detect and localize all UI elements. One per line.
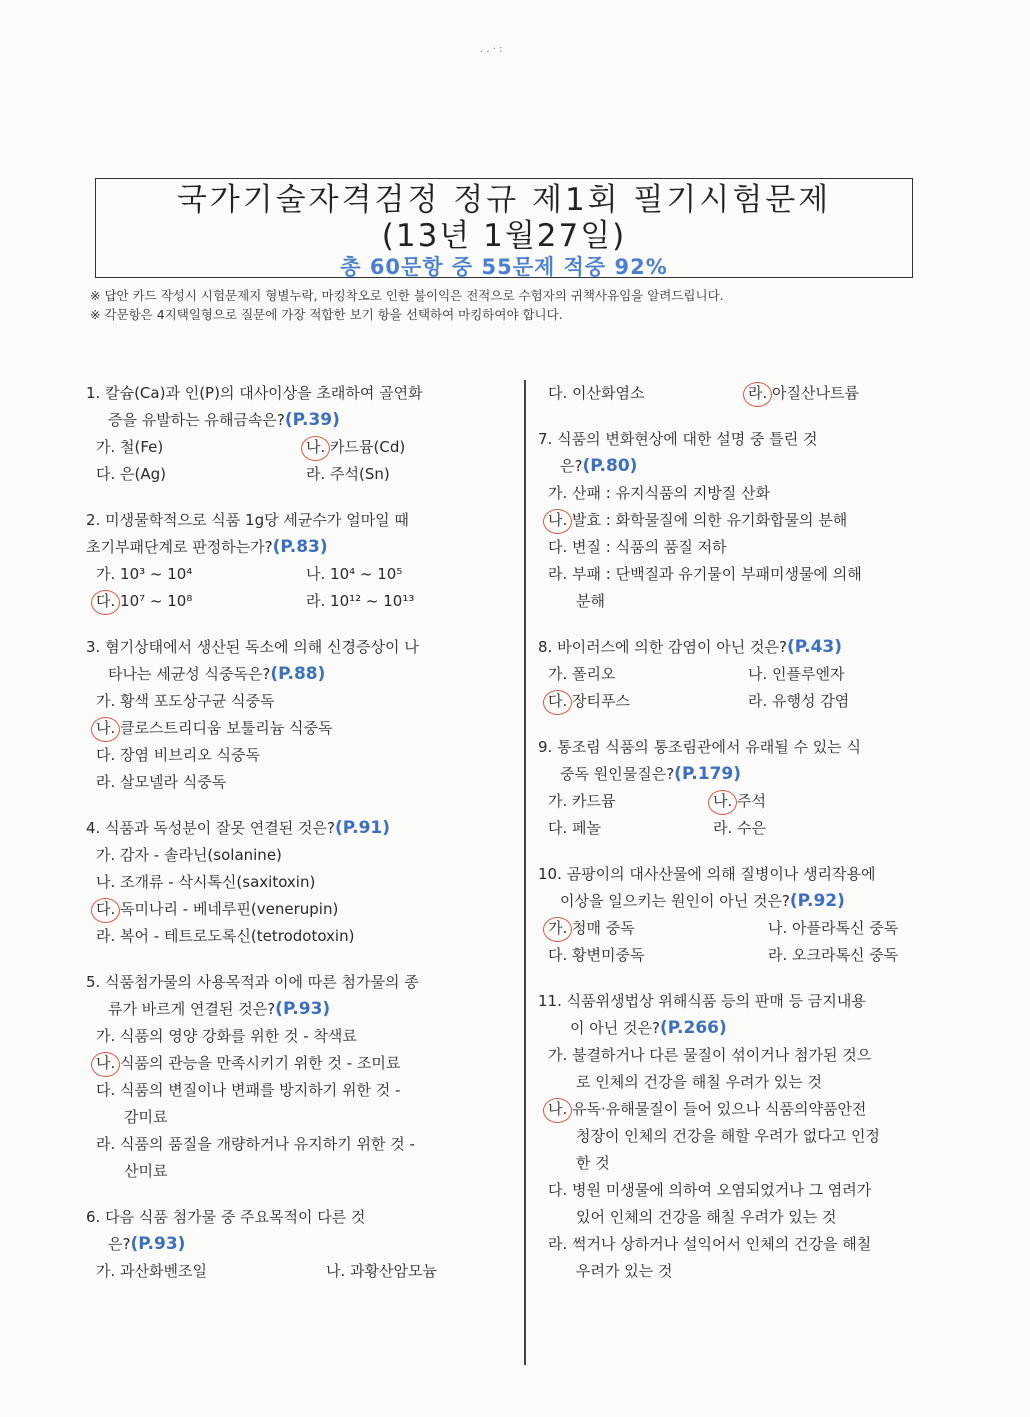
question-stem [86,815,506,842]
text-segment: 식품위생법상 위해식품 등의 판매 등 금지내용 [566,992,866,1010]
question-stem [538,634,956,661]
option-na[interactable] [306,561,516,588]
question-4 [86,815,506,950]
text-segment: 다. [548,384,568,402]
option-ga[interactable] [538,1042,956,1096]
text-segment: 변질 : 식품의 품질 저하 [567,538,727,556]
text-segment: 라. [306,592,326,610]
text-segment: 황변미중독 [567,946,645,964]
text-segment: 수은 [732,819,767,837]
text-segment: 나. [96,873,116,891]
answer-circle: 나. [713,788,732,815]
page-reference: (P.92) [789,891,845,911]
question-8 [538,634,956,715]
text-segment: 7. [538,430,553,448]
option-na-answer[interactable] [538,507,956,534]
text-segment: 우려가 있는 것 [576,1262,673,1280]
text-segment: 장티푸스 [567,692,630,710]
text-segment: 주석(Sn) [325,465,390,483]
text-segment: 독미나리 - 베네루핀(venerupin) [115,900,339,918]
text-segment: 5. [86,973,101,991]
text-segment: 있어 인체의 건강을 해칠 우려가 있는 것 [576,1208,837,1226]
text-segment: 식품의 영양 강화를 위한 것 - 착색료 [115,1027,357,1045]
text-segment: 식품첨가물의 사용목적과 이에 따른 첨가물의 종 [105,973,419,991]
option-da-answer[interactable] [96,588,306,615]
text-segment: 식품의 품질을 개량하거나 유지하기 위한 것 - [115,1135,415,1153]
option-da[interactable] [538,534,956,561]
left-column [86,380,506,1304]
page-reference: (P.43) [787,637,842,657]
text-segment: 라. [96,927,116,945]
option-da[interactable] [538,1177,956,1231]
option-ra[interactable] [86,769,506,796]
text-segment: 주석 [732,792,767,810]
answer-circle: 가. [548,915,567,942]
text-segment: 아질산나트륨 [767,384,859,402]
text-segment: 가. [96,846,116,864]
option-ga[interactable] [96,561,306,588]
option-ra[interactable] [306,461,516,488]
text-segment: 복어 - 테트로도록신(tetrodotoxin) [115,927,355,945]
option-row [538,788,956,815]
option-da-answer[interactable] [548,688,748,715]
text-segment: 나. [748,665,768,683]
option-ga[interactable] [96,434,306,461]
question-stem [538,734,956,788]
option-da[interactable] [96,461,306,488]
text-segment: 감미료 [124,1108,168,1126]
option-ra[interactable] [748,688,958,715]
question-10 [538,861,956,969]
text-segment: 가. [96,1262,116,1280]
question-stem [86,507,506,561]
text-segment: 식품의 변질이나 변패를 방지하기 위한 것 - [115,1081,401,1099]
text-segment: 라. [713,819,733,837]
question-9 [538,734,956,842]
option-da[interactable] [86,1077,506,1131]
option-ra[interactable] [86,1131,506,1185]
option-row [538,688,956,715]
option-ga[interactable] [96,1258,326,1285]
option-row [538,661,956,688]
page-reference: (P.91) [335,818,390,838]
exam-notes [90,286,724,324]
option-ga[interactable] [86,842,506,869]
option-ga[interactable] [86,688,506,715]
text-segment: 다. [548,819,568,837]
text-segment: 다. [548,946,568,964]
page-reference: (P.88) [270,664,326,684]
text-segment: 썩거나 상하거나 설익어서 인체의 건강을 해칠 [567,1235,872,1253]
text-segment: 과산화벤조일 [115,1262,207,1280]
text-segment: 다. [548,1181,568,1199]
text-segment: 6. [86,1208,101,1226]
text-segment: 라. [548,565,568,583]
text-segment: 미생물학적으로 식품 1g당 세균수가 얼마일 때 [105,511,409,529]
text-segment: 감자 - 솔라닌(solanine) [115,846,282,864]
text-segment: 다음 식품 첨가물 중 주요목적이 다른 것 [105,1208,366,1226]
option-row [538,380,956,407]
text-segment: 황색 포도상구균 식중독 [115,692,275,710]
text-segment: 한 것 [576,1154,610,1172]
text-segment: 가. [96,692,116,710]
text-segment: 나. [326,1262,346,1280]
answer-circle: 나. [306,434,325,461]
text-segment: 혐기상태에서 생산된 독소에 의해 신경증상이 나 [105,638,419,656]
page-reference: (P.80) [582,456,638,476]
text-segment: 10¹² ~ 10¹³ [325,592,415,610]
option-ga[interactable] [538,480,956,507]
text-segment: 라. [96,773,116,791]
option-ra-answer[interactable] [748,380,859,407]
text-segment: 은(Ag) [115,465,167,483]
text-segment: 초기부패단계로 판정하는가? [86,538,273,556]
text-segment: 카드뮴 [567,792,616,810]
text-segment: 라. [748,692,768,710]
question-stem [86,969,506,1023]
answer-circle: 나. [96,1050,115,1077]
text-segment: 류가 바르게 연결된 것은? [108,1000,276,1018]
text-segment: 가. [548,792,568,810]
question-stem [538,988,956,1042]
option-na[interactable] [748,661,958,688]
option-na-answer[interactable] [86,1050,506,1077]
option-da[interactable] [86,742,506,769]
right-column [538,380,956,1304]
text-segment: 과황산암모늄 [345,1262,437,1280]
page-reference: (P.83) [272,537,328,557]
text-segment: 청매 중독 [567,919,635,937]
answer-circle: 다. [96,896,115,923]
text-segment: 분해 [576,592,605,610]
text-segment: 인플루엔자 [767,665,845,683]
text-segment: 살모넬라 식중독 [115,773,227,791]
text-segment: 산미료 [124,1162,168,1180]
option-row [538,942,956,969]
text-segment: 곰팡이의 대사산물에 의해 질병이나 생리작용에 [566,865,876,883]
option-row [538,915,956,942]
text-segment: 청장이 인체의 건강을 해할 우려가 없다고 인정 [576,1127,880,1145]
text-segment: 가. [548,665,568,683]
text-segment: 식품의 관능을 만족시키기 위한 것 - 조미료 [115,1054,401,1072]
question-11 [538,988,956,1285]
text-segment: 10³ ~ 10⁴ [115,565,193,583]
text-segment: 10⁷ ~ 10⁸ [115,592,193,610]
note-2: ※ 각문항은 4지택일형으로 질문에 가장 적합한 보기 항을 선택하여 마킹하여야 합니다. [90,307,563,322]
text-segment: 폴리오 [567,665,616,683]
text-segment: 유행성 감염 [767,692,850,710]
text-segment: 유독·유해물질이 들어 있으나 식품의약품안전 [567,1100,867,1118]
text-segment: 철(Fe) [115,438,164,456]
option-na[interactable] [86,869,506,896]
option-row [86,1258,506,1285]
option-na[interactable] [768,915,978,942]
question-stem [538,426,956,480]
text-segment: 통조림 식품의 통조림관에서 유래될 수 있는 식 [557,738,862,756]
text-segment: 중독 원인물질은? [560,765,675,783]
exam-date: (13년 1월27일) [381,218,627,254]
option-da-answer[interactable] [86,896,506,923]
question-2 [86,507,506,615]
column-divider [524,380,526,1365]
text-segment: 다. [96,1081,116,1099]
text-segment: 로 인체의 건강을 해칠 우려가 있는 것 [576,1073,822,1091]
question-stem [538,861,956,915]
text-segment: 9. [538,738,553,756]
answer-circle: 다. [96,588,115,615]
option-ga-answer[interactable] [548,915,768,942]
text-segment: 라. [96,1135,116,1153]
question-5 [86,969,506,1185]
question-6 [86,1204,506,1285]
page-reference: (P.93) [275,999,331,1019]
text-segment: 10. [538,865,562,883]
text-segment: 페놀 [567,819,602,837]
text-segment: 라. [548,1235,568,1253]
text-segment: 식품의 변화현상에 대한 설명 중 틀린 것 [557,430,818,448]
text-segment: 바이러스에 의한 감염이 아닌 것은? [557,638,787,656]
option-na[interactable] [326,1258,536,1285]
text-segment: 라. [768,946,788,964]
question-6-continued [538,380,956,407]
text-segment: 발효 : 화학물질에 의한 유기화합물의 분해 [567,511,848,529]
hit-rate-banner: 총 60문항 중 55문제 적중 92% [340,255,668,279]
text-segment: 1. [86,384,101,402]
text-segment: 라. [306,465,326,483]
option-row [86,561,506,588]
question-stem [86,380,506,434]
text-segment: 다. [96,465,116,483]
page-reference: (P.39) [284,410,340,430]
text-segment: 8. [538,638,553,656]
text-segment: 불결하거나 다른 물질이 섞이거나 첨가된 것으 [567,1046,872,1064]
text-segment: 가. [96,565,116,583]
text-segment: 다. [548,538,568,556]
option-ra[interactable] [713,815,923,842]
page-reference: (P.266) [659,1018,727,1038]
answer-circle: 다. [548,688,567,715]
option-ra[interactable] [86,923,506,950]
option-row [538,815,956,842]
option-row [86,434,506,461]
option-na-answer[interactable] [306,434,516,461]
text-segment: 3. [86,638,101,656]
option-ra[interactable] [538,1231,956,1285]
question-stem [86,1204,506,1258]
text-segment: 은? [560,457,583,475]
text-segment: 가. [96,438,116,456]
option-row [86,461,506,488]
text-segment: 병원 미생물에 의하여 오염되었거나 그 염려가 [567,1181,872,1199]
text-segment: 나. [306,565,326,583]
text-segment: 은? [108,1235,131,1253]
answer-circle: 나. [548,507,567,534]
text-segment: 클로스트리디움 보툴리늄 식중독 [115,719,333,737]
option-row [86,588,506,615]
option-ga[interactable] [86,1023,506,1050]
option-ra[interactable] [768,942,978,969]
text-segment: 타나는 세균성 식중독은? [108,665,271,683]
option-ga[interactable] [548,661,748,688]
answer-circle: 나. [96,715,115,742]
text-segment: 장염 비브리오 식중독 [115,746,260,764]
option-da[interactable] [548,815,713,842]
text-segment: 부패 : 단백질과 유기물이 부패미생물에 의해 [567,565,862,583]
text-segment: 2. [86,511,101,529]
text-segment: 10⁴ ~ 10⁵ [325,565,403,583]
option-ga[interactable] [548,788,713,815]
text-segment: 가. [548,484,568,502]
option-da[interactable] [548,380,748,407]
exam-title: 국가기술자격검정 정규 제1회 필기시험문제 [176,182,832,218]
stray-mark: . . · : [480,44,503,55]
option-ra[interactable] [306,588,516,615]
text-segment: 오크라톡신 중독 [787,946,899,964]
answer-circle: 나. [548,1096,567,1123]
note-1: ※ 답안 카드 작성시 시험문제지 형별누락, 마킹착오로 인한 불이익은 전적으로 수험자의 귀책사유임을 알려드립니다. [90,288,724,303]
answer-circle: 라. [748,380,767,407]
text-segment: 이산화염소 [567,384,645,402]
option-da[interactable] [548,942,768,969]
text-segment: 칼슘(Ca)과 인(P)의 대사이상을 초래하여 골연화 [105,384,423,402]
option-na-answer[interactable] [538,1096,956,1177]
text-segment: 이 아닌 것은? [570,1019,660,1037]
option-na-answer[interactable] [713,788,923,815]
page-reference: (P.179) [674,764,741,784]
exam-title-box [95,178,913,278]
text-segment: 11. [538,992,562,1010]
text-segment: 가. [96,1027,116,1045]
page-reference: (P.93) [130,1234,186,1254]
text-segment: 조개류 - 삭시톡신(saxitoxin) [115,873,316,891]
text-segment: 카드뮴(Cd) [325,438,406,456]
text-segment: 다. [96,746,116,764]
text-segment: 증을 유발하는 유해금속은? [108,411,285,429]
question-stem [86,634,506,688]
question-7 [538,426,956,615]
text-segment: 산패 : 유지식품의 지방질 산화 [567,484,771,502]
text-segment: 4. [86,819,101,837]
option-na-answer[interactable] [86,715,506,742]
text-segment: 이상을 일으키는 원인이 아닌 것은? [560,892,790,910]
question-1 [86,380,506,488]
text-segment: 식품과 독성분이 잘못 연결된 것은? [105,819,335,837]
text-segment: 가. [548,1046,568,1064]
text-segment: 아플라톡신 중독 [787,919,899,937]
question-3 [86,634,506,796]
text-segment: 나. [768,919,788,937]
option-ra[interactable] [538,561,956,615]
